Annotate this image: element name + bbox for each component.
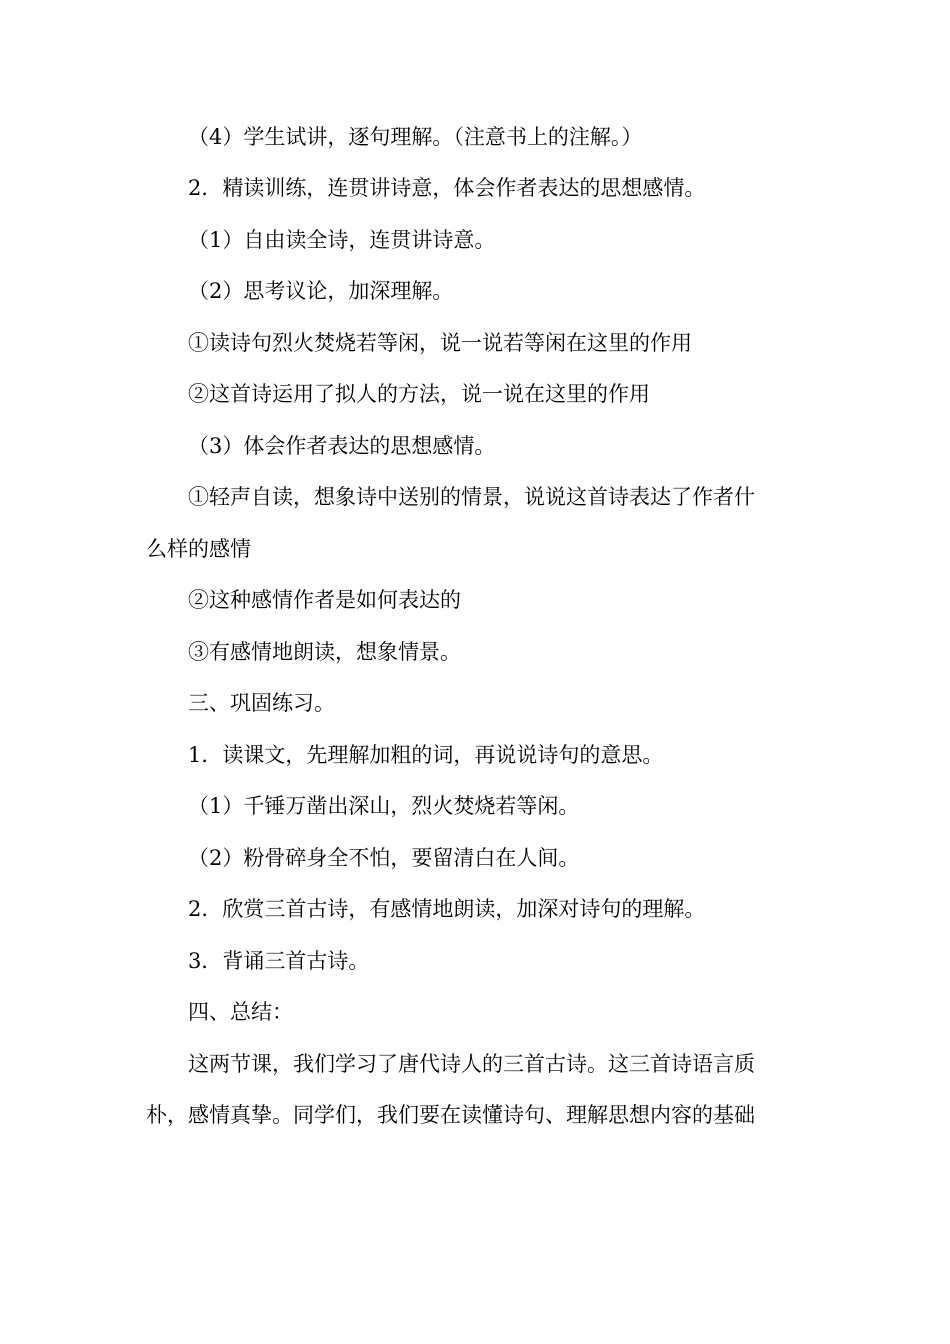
text-line: （1）千锤万凿出深山，烈火焚烧若等闲。 bbox=[188, 794, 580, 818]
text-line: （3）体会作者表达的思想感情。 bbox=[188, 434, 496, 458]
text-line: 2．精读训练，连贯讲诗意，体会作者表达的思想感情。 bbox=[188, 176, 706, 200]
text-line: 朴，感情真挚。同学们，我们要在读懂诗句、理解思想内容的基础 bbox=[146, 1103, 755, 1127]
text-line: 么样的感情 bbox=[146, 537, 251, 561]
text-line: ①轻声自读，想象诗中送别的情景，说说这首诗表达了作者什 bbox=[188, 485, 755, 509]
text-line: 3．背诵三首古诗。 bbox=[188, 949, 370, 973]
text-line: （1）自由读全诗，连贯讲诗意。 bbox=[188, 228, 496, 252]
text-line: ③有感情地朗读，想象情景。 bbox=[188, 640, 461, 664]
text-line: ②这种感情作者是如何表达的 bbox=[188, 588, 461, 612]
text-line: ①读诗句烈火焚烧若等闲，说一说若等闲在这里的作用 bbox=[188, 331, 692, 355]
text-line: 1．读课文，先理解加粗的词，再说说诗句的意思。 bbox=[188, 743, 664, 767]
text-line: 三、巩固练习。 bbox=[188, 691, 335, 715]
text-line: ②这首诗运用了拟人的方法，说一说在这里的作用 bbox=[188, 382, 650, 406]
text-line: 这两节课，我们学习了唐代诗人的三首古诗。这三首诗语言质 bbox=[188, 1052, 755, 1076]
text-line: 四、总结： bbox=[188, 1000, 293, 1024]
text-line: 2．欣赏三首古诗，有感情地朗读，加深对诗句的理解。 bbox=[188, 897, 706, 921]
text-line: （2）粉骨碎身全不怕，要留清白在人间。 bbox=[188, 846, 580, 870]
text-line: （2）思考议论，加深理解。 bbox=[188, 279, 454, 303]
text-line: （4）学生试讲，逐句理解。（注意书上的注解。） bbox=[188, 125, 643, 149]
